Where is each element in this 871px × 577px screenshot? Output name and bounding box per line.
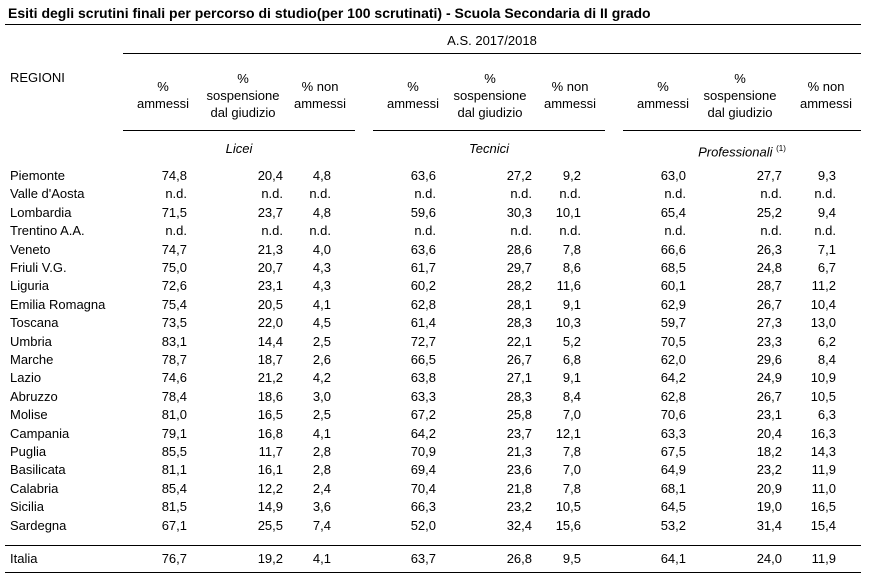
- table-cell: 19,0: [756, 499, 782, 514]
- table-cell: 21,3: [257, 242, 283, 257]
- column-header-line: ammessi: [136, 96, 189, 111]
- table-cell: 63,3: [660, 426, 686, 441]
- table-cell: 4,3: [312, 278, 331, 293]
- table-cell: 6,7: [817, 260, 836, 275]
- table-cell: 6,3: [817, 407, 836, 422]
- group-label-professionali: [623, 141, 861, 159]
- table-cell: 11,6: [556, 278, 581, 293]
- table-cell: 62,8: [410, 297, 436, 312]
- table-cell: n.d.: [664, 223, 686, 238]
- group-label-professionali-text: Professionali: [698, 144, 773, 160]
- region-name: Umbria: [10, 334, 52, 349]
- table-cell: 16,5: [257, 407, 283, 422]
- table-cell: 70,5: [660, 334, 686, 349]
- column-header-line: dal giudizio: [707, 105, 773, 120]
- table-cell: 9,3: [817, 168, 836, 183]
- table-cell: 27,2: [506, 168, 532, 183]
- column-header-line: % non: [807, 79, 845, 94]
- table-cell: n.d.: [510, 186, 532, 201]
- column-header-line: sospensione: [703, 88, 777, 103]
- year-rule: [123, 53, 861, 54]
- table-cell: 68,5: [660, 260, 686, 275]
- table-cell: 10,5: [810, 389, 836, 404]
- table-cell: 11,7: [258, 444, 283, 459]
- table-cell: 7,8: [562, 242, 581, 257]
- table-cell: 7,8: [562, 481, 581, 496]
- table-cell: 14,4: [257, 334, 283, 349]
- column-header-line: dal giudizio: [457, 105, 523, 120]
- table-cell: n.d.: [309, 223, 331, 238]
- table-cell: 26,7: [756, 297, 782, 312]
- table-cell: 14,3: [810, 444, 836, 459]
- table-cell: 73,5: [161, 315, 187, 330]
- group-rule-professionali: [623, 130, 861, 131]
- table-cell: 27,3: [756, 315, 782, 330]
- table-cell: 27,1: [506, 370, 532, 385]
- column-header-line: % non: [551, 79, 589, 94]
- table-cell: 83,1: [161, 334, 187, 349]
- table-cell: 4,1: [312, 426, 331, 441]
- table-cell: 4,0: [312, 242, 331, 257]
- table-cell: 2,8: [312, 462, 331, 477]
- region-name: Sicilia: [10, 499, 44, 514]
- table-cell: 70,9: [410, 444, 436, 459]
- table-cell: 14,9: [257, 499, 283, 514]
- table-cell: 59,7: [660, 315, 686, 330]
- column-header-line: ammessi: [799, 96, 852, 111]
- column-header-line: %: [237, 71, 249, 86]
- table-cell: 2,6: [312, 352, 331, 367]
- table-cell: 7,4: [312, 518, 331, 533]
- table-cell: 78,4: [161, 389, 187, 404]
- table-cell: 16,1: [257, 462, 283, 477]
- table-cell: 21,8: [506, 481, 532, 496]
- table-cell: 68,1: [660, 481, 686, 496]
- column-header-line: ammessi: [293, 96, 346, 111]
- table-cell: n.d.: [760, 186, 782, 201]
- table-cell: 52,0: [410, 518, 436, 533]
- table-cell: 32,4: [506, 518, 532, 533]
- table-cell: 25,8: [506, 407, 532, 422]
- table-cell: 9,5: [562, 551, 581, 566]
- table-cell: 6,8: [562, 352, 581, 367]
- table-cell: 23,2: [756, 462, 782, 477]
- table-cell: n.d.: [165, 223, 187, 238]
- column-header-line: %: [657, 79, 669, 94]
- table-cell: 10,4: [810, 297, 836, 312]
- table-cell: 63,6: [410, 168, 436, 183]
- table-cell: 16,5: [810, 499, 836, 514]
- table-cell: 63,7: [410, 551, 436, 566]
- table-cell: 78,7: [161, 352, 187, 367]
- table-cell: 25,2: [756, 205, 782, 220]
- table-cell: 16,3: [810, 426, 836, 441]
- table-cell: 63,6: [410, 242, 436, 257]
- table-cell: 66,3: [410, 499, 436, 514]
- table-cell: 85,5: [161, 444, 187, 459]
- table-cell: 6,2: [817, 334, 836, 349]
- table-cell: 81,1: [161, 462, 187, 477]
- column-header-line: dal giudizio: [210, 105, 276, 120]
- total-top-rule: [5, 545, 861, 546]
- table-cell: 23,6: [506, 462, 532, 477]
- table-cell: 19,2: [257, 551, 283, 566]
- table-cell: 18,7: [257, 352, 283, 367]
- region-name: Trentino A.A.: [10, 223, 85, 238]
- table-cell: 22,1: [506, 334, 532, 349]
- region-name: Emilia Romagna: [10, 297, 106, 312]
- table-cell: 23,1: [257, 278, 283, 293]
- table-cell: 66,5: [410, 352, 436, 367]
- table-cell: 2,4: [312, 481, 331, 496]
- table-cell: 11,2: [811, 278, 836, 293]
- table-cell: 28,1: [506, 297, 532, 312]
- table-cell: 20,4: [756, 426, 782, 441]
- column-header-line: % non: [301, 79, 339, 94]
- table-cell: 3,0: [312, 389, 331, 404]
- table-cell: 59,6: [410, 205, 436, 220]
- table-cell: 71,5: [161, 205, 187, 220]
- table-cell: 10,5: [555, 499, 581, 514]
- table-cell: 24,9: [756, 370, 782, 385]
- table-cell: 20,5: [257, 297, 283, 312]
- table-cell: 9,1: [562, 297, 581, 312]
- table-cell: 5,2: [562, 334, 581, 349]
- group-rule-licei: [123, 130, 355, 131]
- table-cell: 66,6: [660, 242, 686, 257]
- table-cell: 26,3: [756, 242, 782, 257]
- region-name: Sardegna: [10, 518, 67, 533]
- table-cell: 18,2: [756, 444, 782, 459]
- column-header-line: ammessi: [636, 96, 689, 111]
- group-label-licei: Licei: [225, 141, 253, 156]
- table-cell: 23,1: [756, 407, 782, 422]
- table-cell: 62,0: [660, 352, 686, 367]
- table-cell: 4,1: [312, 297, 331, 312]
- table-cell: n.d.: [414, 186, 436, 201]
- table-cell: 21,3: [506, 444, 532, 459]
- table-cell: 29,7: [506, 260, 532, 275]
- table-cell: 60,1: [660, 278, 686, 293]
- group-rule-tecnici: [373, 130, 605, 131]
- table-cell: n.d.: [261, 186, 283, 201]
- table-cell: 2,5: [312, 334, 331, 349]
- region-name: Calabria: [10, 481, 59, 496]
- region-name: Italia: [10, 551, 38, 566]
- table-cell: n.d.: [165, 186, 187, 201]
- table-cell: 74,6: [161, 370, 187, 385]
- table-cell: n.d.: [261, 223, 283, 238]
- table-cell: 76,7: [161, 551, 187, 566]
- total-bottom-rule: [5, 572, 861, 573]
- region-name: Piemonte: [10, 168, 65, 183]
- table-cell: 26,7: [506, 352, 532, 367]
- table-cell: n.d.: [814, 223, 836, 238]
- table-cell: 61,4: [410, 315, 436, 330]
- table-cell: 30,3: [506, 205, 532, 220]
- table-cell: 7,8: [562, 444, 581, 459]
- region-name: Valle d'Aosta: [10, 186, 85, 201]
- table-cell: 20,7: [257, 260, 283, 275]
- region-name: Molise: [10, 407, 48, 422]
- region-name: Basilicata: [10, 462, 66, 477]
- footnote-marker: (1): [776, 144, 786, 153]
- table-cell: 7,1: [817, 242, 836, 257]
- table-cell: 2,8: [312, 444, 331, 459]
- table-cell: 64,2: [410, 426, 436, 441]
- table-cell: 7,0: [562, 407, 581, 422]
- table-cell: 79,1: [161, 426, 187, 441]
- table-cell: 63,3: [410, 389, 436, 404]
- table-cell: 23,7: [506, 426, 532, 441]
- table-cell: 11,9: [811, 551, 836, 566]
- table-cell: 72,7: [410, 334, 436, 349]
- table-cell: 12,2: [257, 481, 283, 496]
- table-cell: 16,8: [257, 426, 283, 441]
- table-cell: 24,8: [756, 260, 782, 275]
- table-cell: 9,4: [817, 205, 836, 220]
- column-header-line: ammessi: [386, 96, 439, 111]
- table-cell: 22,0: [257, 315, 283, 330]
- table-cell: 60,2: [410, 278, 436, 293]
- table-cell: 15,6: [555, 518, 581, 533]
- table-cell: n.d.: [559, 186, 581, 201]
- table-cell: 9,2: [562, 168, 581, 183]
- table-cell: 11,9: [811, 462, 836, 477]
- table-cell: 4,3: [312, 260, 331, 275]
- table-cell: 4,2: [312, 370, 331, 385]
- column-header-line: ammessi: [543, 96, 596, 111]
- region-name: Toscana: [10, 315, 59, 330]
- table-cell: 53,2: [660, 518, 686, 533]
- table-cell: 4,8: [312, 168, 331, 183]
- region-name: Lombardia: [10, 205, 72, 220]
- table-cell: 11,0: [811, 481, 836, 496]
- table-cell: 75,0: [161, 260, 187, 275]
- column-header-line: %: [157, 79, 169, 94]
- table-cell: 67,5: [660, 444, 686, 459]
- column-header-line: sospensione: [453, 88, 527, 103]
- region-name: Abruzzo: [10, 389, 58, 404]
- region-name: Friuli V.G.: [10, 260, 67, 275]
- table-cell: 63,8: [410, 370, 436, 385]
- table-cell: 75,4: [161, 297, 187, 312]
- year-header: A.S. 2017/2018: [447, 33, 537, 48]
- table-title: Esiti degli scrutini finali per percorso di studio(per 100 scrutinati) - Scuola Secondaria di II grado: [8, 5, 651, 21]
- table-cell: 62,9: [660, 297, 686, 312]
- table-cell: 8,4: [817, 352, 836, 367]
- region-name: Puglia: [10, 444, 47, 459]
- table-cell: 20,4: [257, 168, 283, 183]
- table-cell: 70,6: [660, 407, 686, 422]
- region-name: Marche: [10, 352, 54, 367]
- table-cell: 28,3: [506, 389, 532, 404]
- table-cell: 27,7: [756, 168, 782, 183]
- table-cell: 21,2: [257, 370, 283, 385]
- table-cell: n.d.: [309, 186, 331, 201]
- table-cell: 8,4: [562, 389, 581, 404]
- table-cell: n.d.: [510, 223, 532, 238]
- table-cell: n.d.: [664, 186, 686, 201]
- column-header-line: %: [734, 71, 746, 86]
- table-cell: 2,5: [312, 407, 331, 422]
- table-cell: 67,1: [161, 518, 187, 533]
- table-cell: 31,4: [756, 518, 782, 533]
- table-cell: 4,8: [312, 205, 331, 220]
- table-cell: 23,7: [257, 205, 283, 220]
- table-cell: 8,6: [562, 260, 581, 275]
- table-cell: 20,9: [756, 481, 782, 496]
- table-cell: 4,1: [312, 551, 331, 566]
- column-header-line: %: [484, 71, 496, 86]
- table-cell: 63,0: [660, 168, 686, 183]
- table-cell: 85,4: [161, 481, 187, 496]
- table-cell: 23,2: [506, 499, 532, 514]
- table-cell: 4,5: [312, 315, 331, 330]
- table-cell: 10,9: [810, 370, 836, 385]
- table-cell: 67,2: [410, 407, 436, 422]
- table-cell: 62,8: [660, 389, 686, 404]
- table-cell: 61,7: [410, 260, 436, 275]
- table-cell: 10,3: [555, 315, 581, 330]
- table-cell: 9,1: [562, 370, 581, 385]
- table-cell: 64,2: [660, 370, 686, 385]
- region-name: Liguria: [10, 278, 50, 293]
- table-cell: 15,4: [810, 518, 836, 533]
- region-name: Veneto: [10, 242, 51, 257]
- table-cell: 12,1: [555, 426, 581, 441]
- table-cell: 74,7: [161, 242, 187, 257]
- table-cell: 28,6: [506, 242, 532, 257]
- column-header-line: sospensione: [206, 88, 280, 103]
- table-cell: 28,3: [506, 315, 532, 330]
- table-cell: 28,2: [506, 278, 532, 293]
- title-rule: [5, 24, 861, 25]
- table-cell: 72,6: [161, 278, 187, 293]
- region-name: Campania: [10, 426, 70, 441]
- group-label-tecnici: Tecnici: [469, 141, 509, 156]
- table-cell: 64,1: [660, 551, 686, 566]
- table-cell: 26,8: [506, 551, 532, 566]
- table-cell: n.d.: [559, 223, 581, 238]
- column-header-non-ammessi: [771, 78, 871, 112]
- table-cell: 10,1: [555, 205, 581, 220]
- table-cell: 70,4: [410, 481, 436, 496]
- table-cell: 18,6: [257, 389, 283, 404]
- table-cell: 7,0: [562, 462, 581, 477]
- table-cell: n.d.: [814, 186, 836, 201]
- table-cell: 25,5: [257, 518, 283, 533]
- row-header: REGIONI: [10, 70, 65, 85]
- table-cell: 64,5: [660, 499, 686, 514]
- table-cell: 65,4: [660, 205, 686, 220]
- region-name: Lazio: [10, 370, 42, 385]
- table-cell: n.d.: [414, 223, 436, 238]
- table-cell: 26,7: [756, 389, 782, 404]
- table-cell: 81,0: [161, 407, 187, 422]
- table-cell: 23,3: [756, 334, 782, 349]
- table-cell: 74,8: [161, 168, 187, 183]
- table-cell: 64,9: [660, 462, 686, 477]
- table-cell: 29,6: [756, 352, 782, 367]
- column-header-line: %: [407, 79, 419, 94]
- table-cell: 69,4: [410, 462, 436, 477]
- table-cell: 3,6: [312, 499, 331, 514]
- table-cell: 81,5: [161, 499, 187, 514]
- table-cell: 13,0: [810, 315, 836, 330]
- table-cell: 24,0: [756, 551, 782, 566]
- table-cell: n.d.: [760, 223, 782, 238]
- table-cell: 28,7: [756, 278, 782, 293]
